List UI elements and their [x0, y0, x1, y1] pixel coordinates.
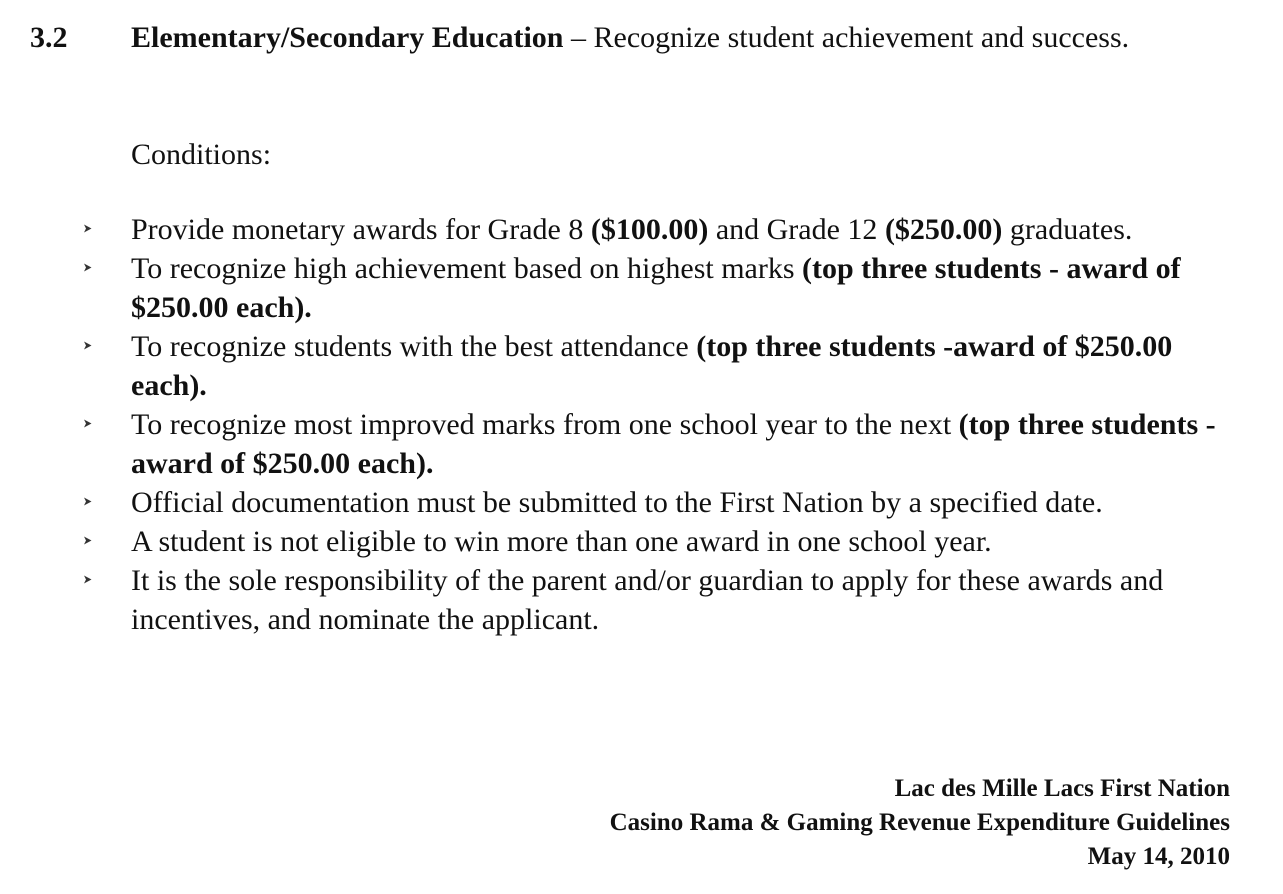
list-item [0, 249, 1241, 327]
list-item [0, 561, 1241, 639]
bullet-text: Official documentation must be submitted to the First Nation by a specified date. [131, 486, 1103, 519]
list-item [0, 327, 1241, 405]
conditions-label: Conditions: [131, 138, 272, 171]
footer-organization: Lac des Mille Lacs First Nation [894, 775, 1230, 802]
bullet-text-bold: (top three students -award of $250.00 each). [131, 330, 1173, 402]
list-item [0, 522, 1241, 561]
arrow-bullet-icon [83, 263, 92, 272]
bullet-text: and Grade 12 [708, 213, 885, 246]
arrow-bullet-icon [83, 224, 92, 233]
list-item [0, 483, 1241, 522]
list-item [0, 405, 1241, 483]
section-dash: – [563, 21, 594, 54]
section-description: Recognize student achievement and success. [593, 21, 1130, 54]
document-footer [610, 772, 1230, 874]
bullet-text: graduates. [1002, 213, 1133, 246]
section-title: Elementary/Secondary Education [131, 21, 564, 54]
bullet-text-bold: ($250.00) [884, 213, 1003, 246]
arrow-bullet-icon [83, 497, 92, 506]
bullet-text: It is the sole responsibility of the parent and/or guardian to apply for these awards and incentives, and nominate the applicant. [131, 564, 1164, 636]
bullet-text: To recognize high achievement based on highest marks [131, 252, 803, 285]
section-text [131, 18, 1211, 57]
arrow-bullet-icon [83, 575, 92, 584]
bullet-text: A student is not eligible to win more than one award in one school year. [131, 525, 992, 558]
section-number: 3.2 [30, 21, 68, 54]
bullet-text-bold: (top three students - award of $250.00 each). [131, 252, 1181, 324]
list-item [0, 210, 1241, 249]
bullet-text: To recognize most improved marks from one school year to the next [131, 408, 959, 441]
footer-date: May 14, 2010 [1087, 843, 1230, 870]
bullet-text-bold: (top three students - award of $250.00 each). [131, 408, 1216, 480]
arrow-bullet-icon [83, 536, 92, 545]
arrow-bullet-icon [83, 419, 92, 428]
bullet-text-bold: ($100.00) [590, 213, 709, 246]
arrow-bullet-icon [83, 341, 92, 350]
footer-document-title: Casino Rama & Gaming Revenue Expenditure Guidelines [609, 809, 1230, 836]
conditions-list [0, 210, 1283, 639]
bullet-text: To recognize students with the best attendance [131, 330, 697, 363]
bullet-text: Provide monetary awards for Grade 8 [131, 213, 591, 246]
